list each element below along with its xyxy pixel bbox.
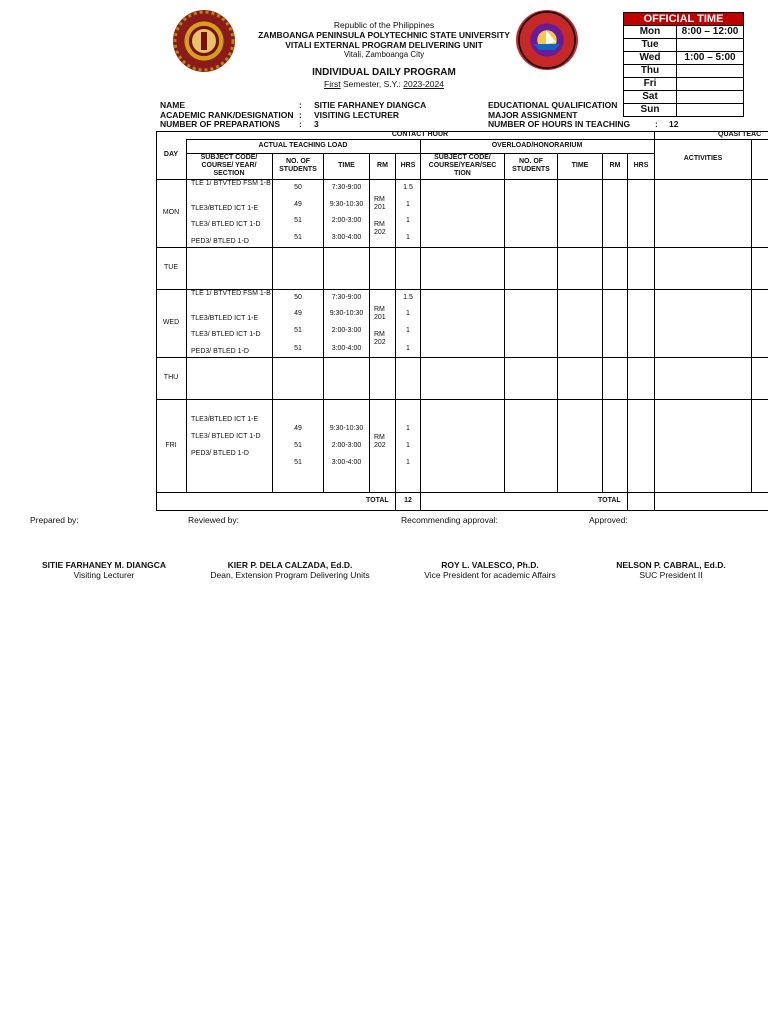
colon: : bbox=[299, 119, 302, 129]
students-cell: 51 bbox=[294, 327, 302, 334]
semester-line bbox=[245, 79, 523, 89]
subject-cell: TLE3/BTLED ICT 1-E bbox=[191, 416, 259, 423]
students-cell: 51 bbox=[294, 459, 302, 466]
day-label-wed: WED bbox=[162, 319, 180, 326]
hours-cell: 1 bbox=[406, 234, 410, 241]
reviewed-by-label: Reviewed by: bbox=[188, 515, 240, 525]
students-cell: 49 bbox=[294, 425, 302, 432]
school-year-value: 2023-2024 bbox=[403, 79, 444, 89]
signatory-reviewed bbox=[200, 560, 380, 580]
official-time-row bbox=[624, 77, 743, 90]
signatory-title: SUC President II bbox=[639, 570, 703, 580]
time-cell: 9:30-10:30 bbox=[329, 310, 364, 317]
ot-time bbox=[677, 65, 743, 77]
contact-hour-header: CONTACT HOUR bbox=[391, 131, 449, 138]
hours-cell: 1 bbox=[406, 442, 410, 449]
ot-day: Wed bbox=[624, 52, 677, 64]
time-cell: 9:30-10:30 bbox=[329, 425, 364, 432]
day-label-fri: FRI bbox=[165, 442, 177, 449]
day-header: DAY bbox=[163, 151, 179, 158]
actual-load-header: ACTUAL TEACHING LOAD bbox=[258, 142, 348, 149]
ot-day: Sat bbox=[624, 91, 677, 103]
official-time-row bbox=[624, 51, 743, 64]
ot-time bbox=[677, 39, 743, 51]
rank-label: ACADEMIC RANK/DESIGNATION bbox=[160, 109, 294, 120]
approved-label: Approved: bbox=[589, 515, 628, 525]
republic-line: Republic of the Philippines bbox=[333, 20, 435, 30]
time-cell: 3:00-4:00 bbox=[331, 345, 362, 352]
room-column-header: RM bbox=[377, 162, 388, 169]
hours-cell: 1 bbox=[406, 425, 410, 432]
day-label-tue: TUE bbox=[164, 264, 178, 271]
name-value: SITIE FARHANEY DIANGCA bbox=[314, 100, 427, 110]
room-cell: RM 202 bbox=[374, 434, 386, 449]
students-cell: 51 bbox=[294, 217, 302, 224]
hours-cell: 1 bbox=[406, 201, 410, 208]
ship-emblem-icon bbox=[516, 10, 578, 70]
time-cell: 7:30-9:00 bbox=[331, 294, 362, 301]
subject-cell: PED3/ BTLED 1-D bbox=[191, 450, 249, 457]
day-label-thu: THU bbox=[163, 374, 179, 381]
subject-cell: TLE3/ BTLED ICT 1-D bbox=[191, 221, 261, 228]
time-cell: 3:00-4:00 bbox=[331, 234, 362, 241]
recommending-approval-label: Recommending approval: bbox=[401, 515, 498, 525]
ot-time bbox=[677, 104, 743, 116]
time-cell: 2:00-3:00 bbox=[331, 217, 362, 224]
signatory-title: Dean, Extension Program Delivering Units bbox=[210, 570, 370, 580]
subject-cell: TLE3/BTLED ICT 1-E bbox=[191, 315, 259, 322]
teaching-hours-label: NUMBER OF HOURS IN TEACHING bbox=[488, 119, 631, 129]
unit-name: VITALI EXTERNAL PROGRAM DELIVERING UNIT bbox=[285, 40, 483, 50]
quasi-teaching-header: QUASI TEAC bbox=[718, 131, 762, 138]
time-cell: 3:00-4:00 bbox=[331, 459, 362, 466]
time-cell: 2:00-3:00 bbox=[331, 327, 362, 334]
students-cell: 51 bbox=[294, 234, 302, 241]
room-cell: RM 202 bbox=[374, 221, 386, 236]
signatory-name: KIER P. DELA CALZADA, Ed.D. bbox=[227, 560, 353, 570]
official-time-row bbox=[624, 64, 743, 77]
preps-label: NUMBER OF PREPARATIONS bbox=[160, 119, 281, 129]
ot-day: Sun bbox=[624, 104, 677, 116]
signatory-recommending bbox=[410, 560, 570, 580]
students-cell: 50 bbox=[294, 184, 302, 191]
prepared-by-label: Prepared by: bbox=[30, 515, 79, 525]
official-time-title: OFFICIAL TIME bbox=[624, 13, 743, 25]
colon: : bbox=[299, 109, 302, 120]
subject-cell: TLE3/ BTLED ICT 1-D bbox=[191, 433, 261, 440]
signatory-name: ROY L. VALESCO, Ph.D. bbox=[441, 560, 539, 570]
students-cell: 50 bbox=[294, 294, 302, 301]
qualification-label: EDUCATIONAL QUALIFICATION bbox=[488, 100, 618, 110]
subject-cell: TLE 1/ BTVTED FSM 1-B bbox=[191, 180, 271, 187]
subject-cell: TLE 1/ BTVTED FSM 1-B bbox=[191, 290, 271, 297]
name-label: NAME bbox=[160, 100, 186, 110]
ov-students-column-header: NO. OF STUDENTS bbox=[512, 158, 550, 173]
rank-value: VISITING LECTURER bbox=[314, 109, 400, 120]
ot-day: Thu bbox=[624, 65, 677, 77]
info-labels-left bbox=[160, 101, 293, 130]
subject-cell: PED3/ BTLED 1-D bbox=[191, 238, 249, 245]
overload-total-label: TOTAL bbox=[598, 497, 621, 504]
ov-room-column-header: RM bbox=[609, 162, 621, 169]
ot-time: 8:00 – 12:00 bbox=[681, 26, 739, 37]
ot-day: Mon bbox=[624, 26, 677, 38]
location-line: Vitali, Zamboanga City bbox=[343, 50, 425, 59]
students-column-header: NO. OF STUDENTS bbox=[279, 158, 317, 173]
time-cell: 9:30-10:30 bbox=[329, 201, 364, 208]
hours-cell: 1 bbox=[406, 217, 410, 224]
time-column-header: TIME bbox=[338, 162, 355, 169]
hours-cell: 1 bbox=[406, 459, 410, 466]
semester-suffix: Semester, S.Y.: bbox=[342, 79, 401, 89]
semester-value: First bbox=[324, 79, 341, 89]
overload-header: OVERLOAD/HONORARIUM bbox=[491, 142, 583, 149]
ov-hours-column-header: HRS bbox=[633, 162, 649, 169]
students-cell: 51 bbox=[294, 345, 302, 352]
students-cell: 51 bbox=[294, 442, 302, 449]
hours-cell: 1 bbox=[406, 327, 410, 334]
official-time-row bbox=[624, 90, 743, 103]
university-name: ZAMBOANGA PENINSULA POLYTECHNIC STATE UNIVERSITY bbox=[258, 30, 510, 40]
official-time-box bbox=[623, 12, 744, 117]
students-cell: 49 bbox=[294, 310, 302, 317]
ot-time bbox=[677, 78, 743, 90]
hours-cell: 1.5 bbox=[403, 294, 413, 301]
colon: : bbox=[655, 119, 658, 129]
signatory-name: NELSON P. CABRAL, Ed.D. bbox=[616, 560, 726, 570]
signatory-prepared bbox=[24, 560, 184, 580]
room-cell: RM 202 bbox=[374, 331, 386, 346]
form-title: INDIVIDUAL DAILY PROGRAM bbox=[312, 67, 456, 78]
total-label: TOTAL bbox=[366, 497, 389, 504]
ot-time: 1:00 – 5:00 bbox=[684, 52, 736, 63]
hours-cell: 1 bbox=[406, 345, 410, 352]
time-cell: 7:30-9:00 bbox=[331, 184, 362, 191]
ot-day: Tue bbox=[624, 39, 677, 51]
subject-cell: TLE3/BTLED ICT 1-E bbox=[191, 205, 259, 212]
preps-value: 3 bbox=[314, 119, 319, 129]
official-time-row bbox=[624, 103, 743, 116]
teaching-hours-value: 12 bbox=[669, 119, 679, 129]
room-cell: RM 201 bbox=[374, 196, 386, 211]
students-cell: 49 bbox=[294, 201, 302, 208]
hours-cell: 1.5 bbox=[403, 184, 413, 191]
ov-time-column-header: TIME bbox=[571, 162, 589, 169]
subject-column-header: SUBJECT CODE/ COURSE/ YEAR/ SECTION bbox=[200, 154, 258, 177]
unit-seal-logo bbox=[516, 10, 578, 70]
hours-cell: 1 bbox=[406, 310, 410, 317]
signatory-approved bbox=[596, 560, 746, 580]
ov-subject-column-header: SUBJECT CODE/ COURSE/YEAR/SEC TION bbox=[428, 154, 497, 177]
day-label-mon: MON bbox=[162, 209, 180, 216]
official-time-row bbox=[624, 38, 743, 51]
signatory-name: SITIE FARHANEY M. DIANGCA bbox=[41, 560, 167, 570]
total-hours-value: 12 bbox=[404, 497, 412, 504]
colon: : bbox=[299, 100, 302, 110]
ot-day: Fri bbox=[624, 78, 677, 90]
subject-cell: PED3/ BTLED 1-D bbox=[191, 348, 249, 355]
gear-rim-icon bbox=[173, 10, 235, 72]
major-assignment-label: MAJOR ASSIGNMENT bbox=[488, 109, 578, 120]
room-cell: RM 201 bbox=[374, 306, 386, 321]
subject-cell: TLE3/ BTLED ICT 1-D bbox=[191, 331, 261, 338]
activities-column-header: ACTIVITIES bbox=[683, 155, 723, 162]
signatory-title: Visiting Lecturer bbox=[73, 570, 135, 580]
signatory-title: Vice President for academic Affairs bbox=[424, 570, 556, 580]
official-time-row bbox=[624, 25, 743, 38]
university-seal-logo bbox=[173, 10, 235, 72]
time-cell: 2:00-3:00 bbox=[331, 442, 362, 449]
ot-time bbox=[677, 91, 743, 103]
hours-column-header: HRS bbox=[400, 162, 416, 169]
